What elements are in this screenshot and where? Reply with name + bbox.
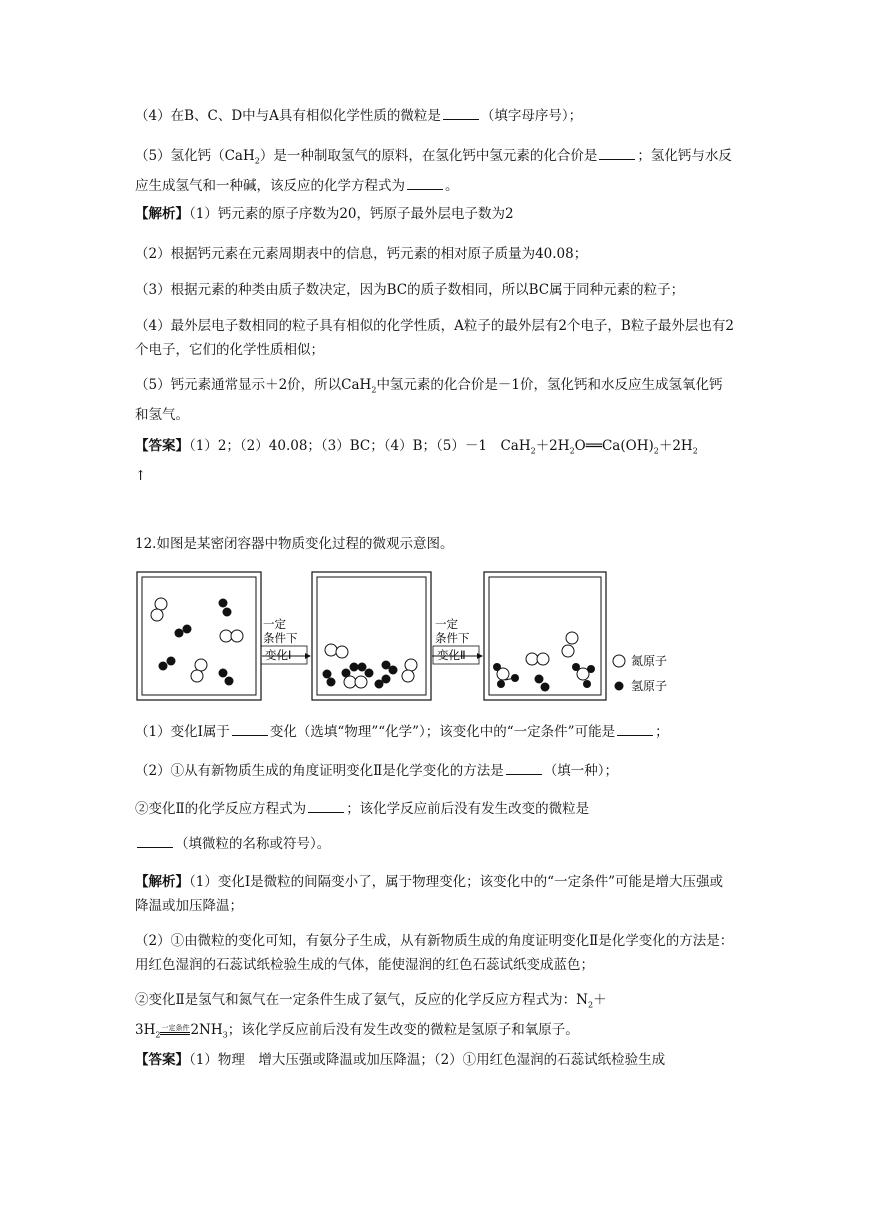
- analysis-12-3-text-a: ②变化Ⅱ是氢气和氮气在一定条件生成了氨气，反应的化学反应方程式为：N: [135, 992, 588, 1008]
- sub-question-2: [135, 759, 735, 783]
- q4-line: [135, 104, 735, 128]
- sub-question-2-text-b: （填一种）；: [543, 763, 619, 779]
- q5-text-b: ）是一种制取氢气的原料，在氢化钙中氢元素的化合价是: [259, 148, 598, 164]
- analysis-12-3-text-c: 3H: [135, 1021, 156, 1038]
- analysis-4: （4）最外层电子数相同的粒子具有相似的化学性质，A粒子的最外层有2个电子，B粒子最外层也有2个电子，它们的化学性质相似；: [135, 318, 734, 358]
- sub-question-2-text-a: （2）①从有新物质生成的角度证明变化Ⅱ是化学变化的方法是: [135, 763, 504, 779]
- analysis-12-1: [135, 870, 735, 918]
- analysis-5-text-b: 中氢元素的化合价是－1价，氢化钙和水反应生成氢氧化钙和氢气。: [135, 377, 723, 423]
- container-2: [312, 572, 431, 700]
- q5-paragraph: （5）氢化钙（CaH$_2$）是一种制取氢气的原料，在氢化钙中氢元素的化合价是 ；氢化钙与水反应生成氢气和一种碱，该反应的化学方程式为 。: [135, 144, 735, 198]
- arrow-1-line-2: 条件下: [263, 631, 298, 645]
- answer-blank: [137, 833, 173, 848]
- analysis-12-3-text-b: ＋: [593, 992, 607, 1008]
- analysis-1: [135, 202, 735, 226]
- analysis-label: 【解析】: [135, 206, 189, 222]
- sub-question-4: [135, 832, 735, 856]
- answer-eq-1: ＋2H: [535, 438, 570, 454]
- q4-tail: （填字母序号）；: [480, 108, 583, 124]
- answer-blank: [443, 105, 479, 120]
- q5-text-a: （5）氢化钙（CaH: [135, 148, 255, 164]
- analysis-label: 【解析】: [135, 874, 189, 890]
- analysis-12-3-text-d: 2NH: [190, 1021, 223, 1038]
- answer-blank: [308, 798, 344, 813]
- answer-blank: [599, 145, 635, 160]
- analysis-12-3: ②变化Ⅱ是氢气和氮气在一定条件生成了氨气，反应的化学反应方程式为：$N_2+$ $3H_2$一定条件$2NH_3$；该化学反应前后没有发生改变的微粒是氢原子和氧原子。: [135, 992, 607, 1040]
- analysis-12-1-text: （1）变化Ⅰ是微粒的间隔变小了，属于物理变化；该变化中的“一定条件”可能是增大压强或降温或加压降温；: [135, 874, 723, 914]
- analysis-5-text-a: （5）钙元素通常显示＋2价，所以CaH: [135, 377, 372, 393]
- answer-blank: [232, 721, 268, 736]
- answer-1: 【答案】（1）2；（2）40.08；（3）BC；（4）B；（5）－1 $CaH_2+2H_2O══Ca(OH)_2+2H_2$ ↑: [135, 438, 698, 484]
- analysis-12-3-text-e: ；该化学反应前后没有发生改变的微粒是氢原子和氧原子。: [227, 1021, 579, 1038]
- sub-question-3: [135, 797, 735, 821]
- question-12-title: 12.如图是某密闭容器中物质变化过程的微观示意图。: [135, 536, 454, 552]
- analysis-2: （2）根据钙元素在元素周期表中的信息，钙元素的相对原子质量为40.08；: [135, 246, 588, 262]
- sub-question-1-text-a: （1）变化Ⅰ属于: [135, 724, 230, 740]
- answer-blank: [617, 721, 653, 736]
- sub-question-1-text-c: ；: [655, 724, 669, 740]
- legend: [613, 654, 667, 693]
- q5-text-d: 与水反应生成氢气和一种碱，该反应的化学方程式为: [135, 148, 732, 194]
- answer-blank: [407, 175, 443, 190]
- arrow-2-line-2: 条件下: [435, 631, 470, 645]
- q5-text-c: ；氢化钙: [637, 148, 692, 164]
- micro-process-diagram: [135, 570, 695, 702]
- answer-eq-2: O══Ca(OH): [574, 438, 654, 454]
- sub-question-1-text-b: 变化（选填“物理”“化学”）；该变化中的“一定条件”可能是: [269, 724, 616, 740]
- answer-label: 【答案】: [135, 438, 189, 454]
- sub-question-4-text: （填微粒的名称或符号）。: [175, 836, 331, 852]
- answer-label: 【答案】: [135, 1052, 189, 1068]
- legend-hydrogen: 氢原子: [631, 679, 668, 693]
- answer-eq-3: ＋2H: [658, 438, 693, 454]
- q5-text-e: 。: [445, 177, 459, 194]
- nitrogen-atom-icon: [613, 655, 625, 667]
- container-1: [137, 572, 261, 700]
- arrow-2-line-3: 变化Ⅱ: [437, 648, 466, 662]
- legend-nitrogen: 氮原子: [631, 654, 668, 668]
- analysis-1-text: （1）钙元素的原子序数为20，钙原子最外层电子数为2: [189, 206, 514, 222]
- gas-arrow: ↑: [135, 467, 147, 484]
- reaction-condition: 一定条件: [160, 1024, 190, 1035]
- answer-12-text: （1）物理 增大压强或降温或加压降温；（2）①用红色湿润的石蕊试纸检验生成: [189, 1052, 666, 1068]
- answer-12: [135, 1048, 735, 1072]
- sub-question-3-text-a: ②变化Ⅱ的化学反应方程式为: [135, 801, 307, 817]
- arrow-2: [432, 617, 483, 664]
- sub-question-3-text-b: ；该化学反应前后没有发生改变的微粒是: [346, 801, 590, 817]
- container-3: [484, 572, 606, 700]
- arrow-1: [261, 617, 311, 664]
- hydrogen-atom-icon: [615, 682, 624, 691]
- arrow-1-line-1: 一定: [263, 617, 286, 631]
- analysis-5: （5）钙元素通常显示＋2价，所以CaH$_2$中氢元素的化合价是－1价，氢化钙和水反应生成氢氧化钙和氢气。: [135, 377, 723, 423]
- sub-question-1: [135, 720, 735, 744]
- answer-text: （1）2；（2）40.08；（3）BC；（4）B；（5）－1 CaH: [189, 438, 531, 454]
- analysis-3: （3）根据元素的种类由质子数决定，因为BC的质子数相同，所以BC属于同种元素的粒子；: [135, 282, 685, 298]
- arrow-2-line-1: 一定: [435, 617, 458, 631]
- arrow-1-line-3: 变化Ⅰ: [265, 648, 292, 662]
- analysis-12-2: （2）①由微粒的变化可知，有氨分子生成，从有新物质生成的角度证明变化Ⅱ是化学变化的方法是：用红色湿润的石蕊试纸检验生成的气体，能使湿润的红色石蕊试纸变成蓝色；: [135, 933, 734, 973]
- q4-text: （4）在B、C、D中与A具有相似化学性质的微粒是: [135, 108, 441, 124]
- answer-blank: [506, 760, 542, 775]
